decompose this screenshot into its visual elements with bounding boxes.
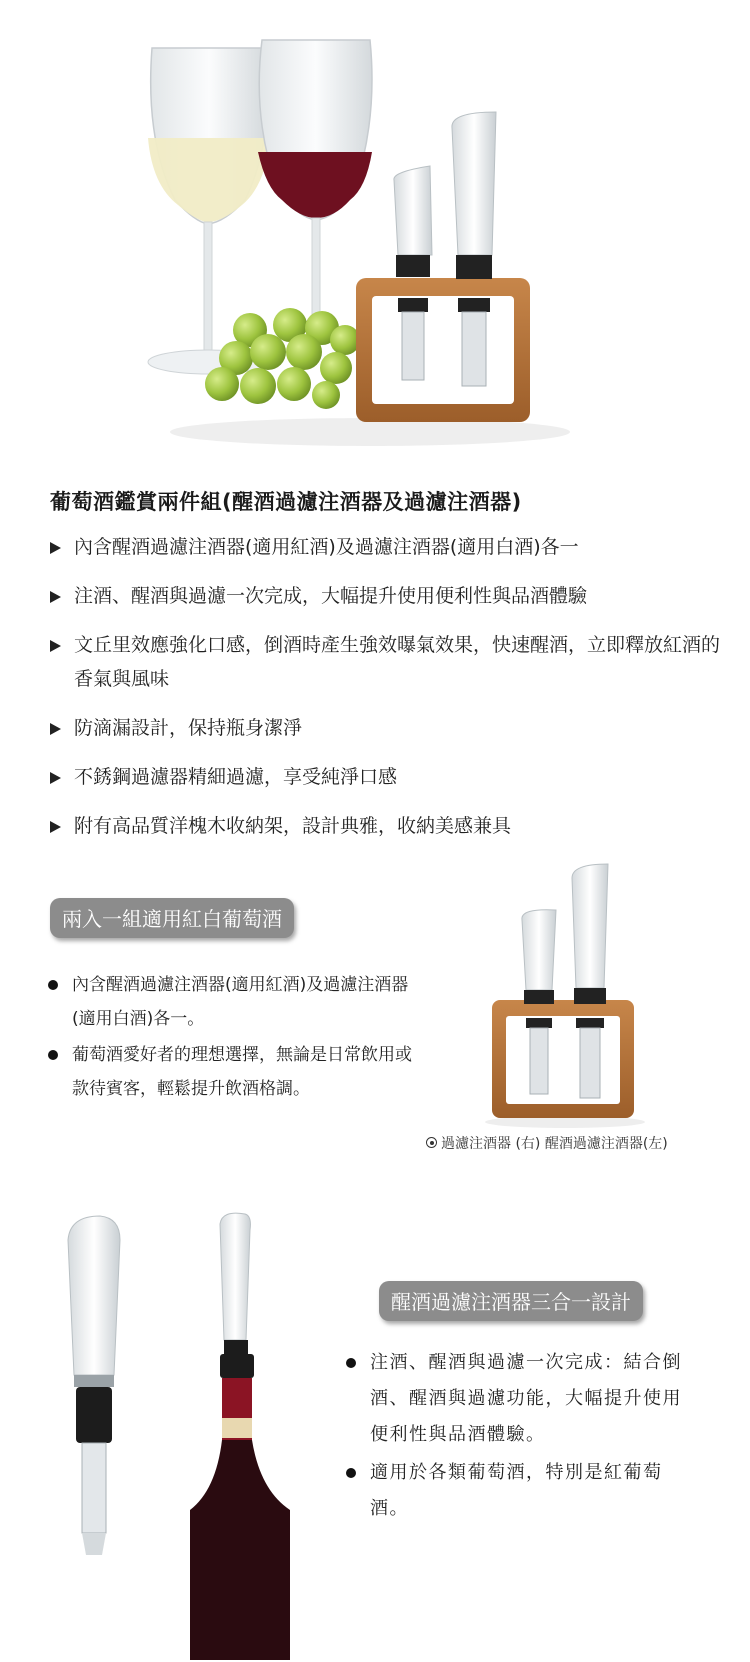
- red-wine-glass: [258, 40, 372, 328]
- dot-bullet-icon: [48, 1050, 58, 1060]
- hero-product-photo: [0, 0, 750, 470]
- grapes: [205, 308, 360, 409]
- section2-item: [346, 1345, 686, 1453]
- feature-text: 不銹鋼過濾器精細過濾，享受純淨口感: [74, 766, 398, 788]
- feature-item: [50, 579, 730, 613]
- feature-text: 文丘里效應強化口感，倒酒時產生強效曝氣效果，快速醒酒，立即釋放紅酒的香氣與風味: [74, 634, 721, 690]
- triangle-bullet-icon: [50, 542, 61, 554]
- section-badge-three-in-one: 醒酒過濾注酒器三合一設計: [379, 1281, 643, 1321]
- bottle-with-pourer: [190, 1213, 290, 1660]
- feature-text: 注酒、醒酒與過濾一次完成，大幅提升使用便利性與品酒體驗: [74, 585, 588, 607]
- triangle-bullet-icon: [50, 640, 61, 652]
- feature-item: [50, 530, 730, 564]
- feature-item: [50, 809, 730, 843]
- wooden-stand: [356, 112, 530, 422]
- section2-item-text: 適用於各類葡萄酒，特別是紅葡萄酒。: [370, 1462, 663, 1519]
- triangle-bullet-icon: [50, 591, 61, 603]
- section1-item: [48, 968, 413, 1036]
- section2-list: [346, 1345, 686, 1529]
- feature-text: 內含醒酒過濾注酒器(適用紅酒)及過濾注酒器(適用白酒)各一: [74, 536, 579, 558]
- feature-item: [50, 760, 730, 794]
- pourer-set-photo: [480, 860, 650, 1130]
- page-title: 葡萄酒鑑賞兩件組(醒酒過濾注酒器及過濾注酒器): [50, 490, 522, 514]
- feature-item: [50, 628, 730, 696]
- dot-bullet-icon: [346, 1358, 356, 1368]
- standalone-pourer: [68, 1216, 120, 1555]
- section1-item: [48, 1038, 413, 1106]
- dot-bullet-icon: [48, 980, 58, 990]
- section2-item-text: 注酒、醒酒與過濾一次完成：結合倒酒、醒酒與過濾功能，大幅提升使用便利性與品酒體驗。: [370, 1352, 682, 1445]
- feature-text: 防滴漏設計，保持瓶身潔淨: [74, 717, 303, 739]
- photo-caption-text: 過濾注酒器 (右) 醒酒過濾注酒器(左): [441, 1136, 668, 1152]
- dot-bullet-icon: [346, 1468, 356, 1478]
- section1-item-text: 內含醒酒過濾注酒器(適用紅酒)及過濾注酒器(適用白酒)各一。: [72, 975, 409, 1029]
- feature-list: [50, 530, 730, 858]
- section1-item-text: 葡萄酒愛好者的理想選擇，無論是日常飲用或款待賓客，輕鬆提升飲酒格調。: [72, 1045, 412, 1099]
- photo-caption: [426, 1133, 668, 1153]
- triangle-bullet-icon: [50, 723, 61, 735]
- section2-item: [346, 1455, 686, 1527]
- section-badge-red-white: 兩入一組適用紅白葡萄酒: [50, 898, 294, 938]
- section1-list: [48, 968, 413, 1108]
- feature-item: [50, 711, 730, 745]
- triangle-bullet-icon: [50, 821, 61, 833]
- triangle-bullet-icon: [50, 772, 61, 784]
- circle-dot-icon: [426, 1137, 437, 1148]
- feature-text: 附有高品質洋槐木收納架，設計典雅，收納美感兼具: [74, 815, 512, 837]
- pourer-closeup-photo: [40, 1210, 310, 1660]
